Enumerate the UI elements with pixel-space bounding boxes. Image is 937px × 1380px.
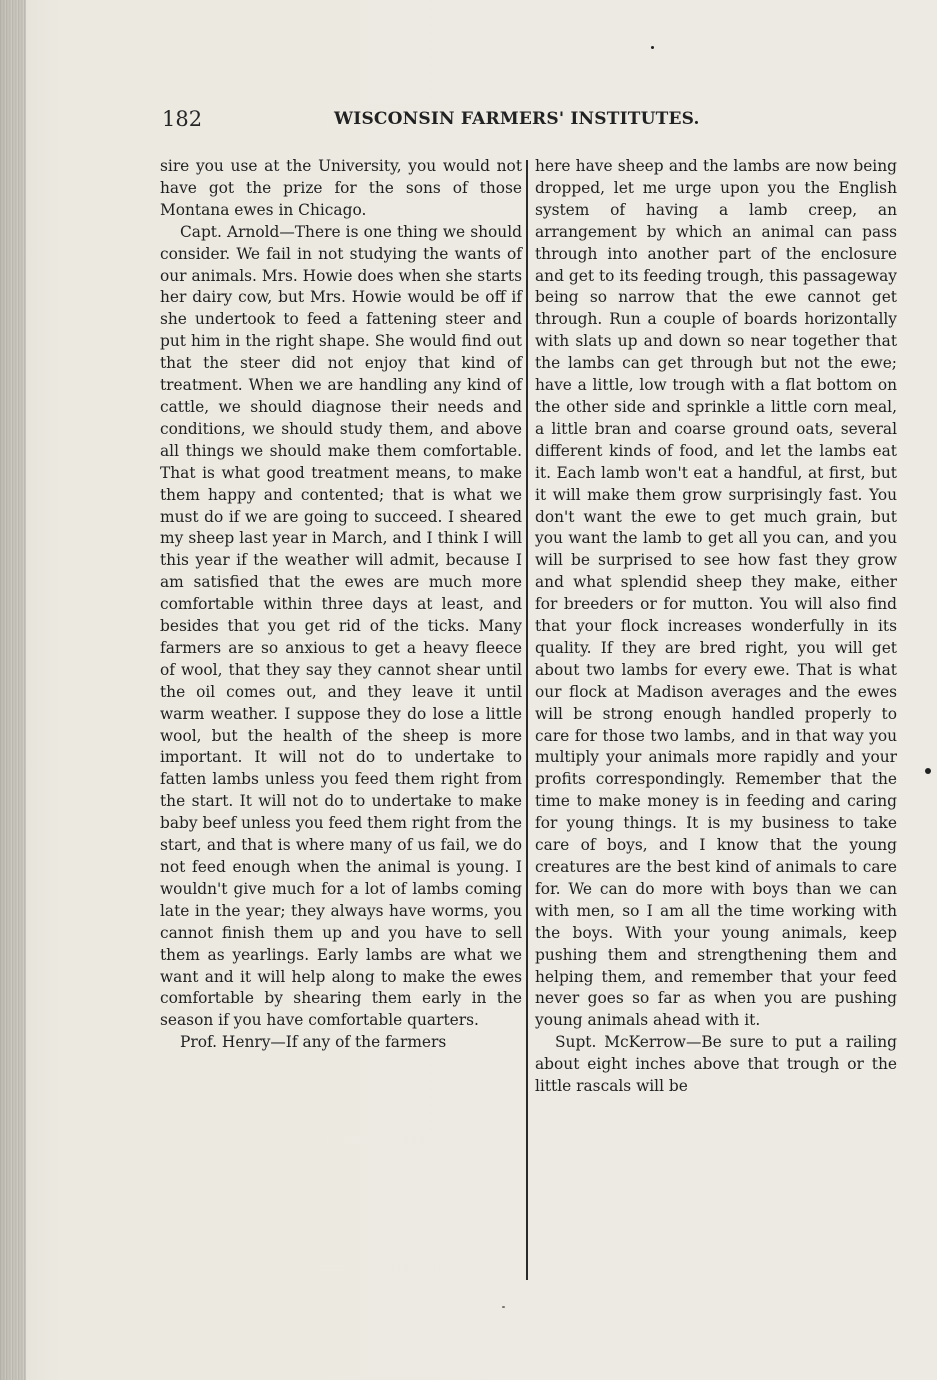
paragraph-capt-arnold: Capt. Arnold—There is one thing we should consider. We fail in not studying the wants of our animals. Mrs. Howie does when she starts her dairy cow, but Mrs. Howie would be off if she undertook to feed a fattening steer and put him in the right shape. She would find out that the steer did not enjoy that kind of treatment. When we are handling any kind of cattle, we should diagnose their needs and conditions, we should study them, and above all things we should make them comfortable. That is what good treatment means, to make them happy and contented; that is what we must do if we are going to succeed. I sheared my sheep last year in March, and I think I will this year if the weather will admit, because I am satisfied that the ewes are much more comfortable within three days at least, and besides that you get rid of the ticks. Many farmers are so anxious to get a heavy fleece of wool, that they say they cannot shear until the oil comes out, and they leave it until warm weather. I suppose they do lose a little wool, but the health of the sheep is more important. It will not do to undertake to fatten lambs unless you feed them right from the start. It will not do to undertake to make baby beef unless you feed them right from the start, and that is where many of us fail, we do not feed enough when the animal is young. I wouldn't give much for a lot of lambs coming late in the year; they always have worms, you cannot finish them up and you have to sell them as yearlings. Early lambs are what we want and it will help along to make the ewes comfortable by shearing them early in the season if you have comfortable quarters. (160, 222, 522, 1030)
page-binding-edge (0, 0, 26, 1380)
paragraph-supt-mckerrow: Supt. McKerrow—Be sure to put a railing about eight inches above that trough or the little rascals will be (535, 1033, 897, 1096)
paragraph-prof-henry-start: Prof. Henry—If any of the farmers (180, 1033, 447, 1052)
page-header (162, 104, 724, 134)
page-number: 182 (162, 107, 203, 131)
running-title: WISCONSIN FARMERS' INSTITUTES. (334, 109, 700, 129)
ink-speck (651, 46, 654, 49)
paragraph-continuation: sire you use at the University, you would not have got the prize for the sons of those Montana ewes in Chicago. (160, 157, 522, 219)
paragraph-prof-henry-continued: here have sheep and the lambs are now being dropped, let me urge upon you the English system of having a lamb creep, an arrangement by which an animal can pass through into another part of the enclosure and get to its feeding trough, this passageway being so narrow that the ewe cannot get through. Run a couple of boards horizontally with slats up and down so near together that the lambs can get through but not the ewe; have a little, low trough with a flat bottom on the other side and sprinkle a little corn meal, a little bran and coarse ground oats, several different kinds of food, and let the lambs eat it. Each lamb won't eat a handful, at first, but it will make them grow surprisingly fast. You don't want the ewe to get much grain, but you want the lamb to get all you can, and you will be surprised to see how fast they grow and what splendid sheep they make, either for breeders or for mutton. You will also find that your flock increases wonderfully in its quality. If they are bred right, you will get about two lambs for every ewe. That is what our flock at Madison averages and the ewes will be strong enough handled properly to care for those two lambs, and in that way you multiply your animals more rapidly and your profits correspondingly. Remember that the time to make money is in feeding and caring for young things. It is my business to take care of boys, and I know that the young creatures are the best kind of animals to care for. We can do more with boys than we can with men, so I am all the time working with the boys. With your young animals, keep pushing them and strengthening them and helping them, and remember that your feed never goes so far as when you are pushing young animals ahead with it. (535, 157, 897, 1030)
ink-speck (925, 768, 931, 774)
column-divider (526, 160, 528, 1280)
ink-speck (502, 1306, 505, 1308)
left-column (160, 156, 522, 1054)
right-column (535, 156, 897, 1098)
